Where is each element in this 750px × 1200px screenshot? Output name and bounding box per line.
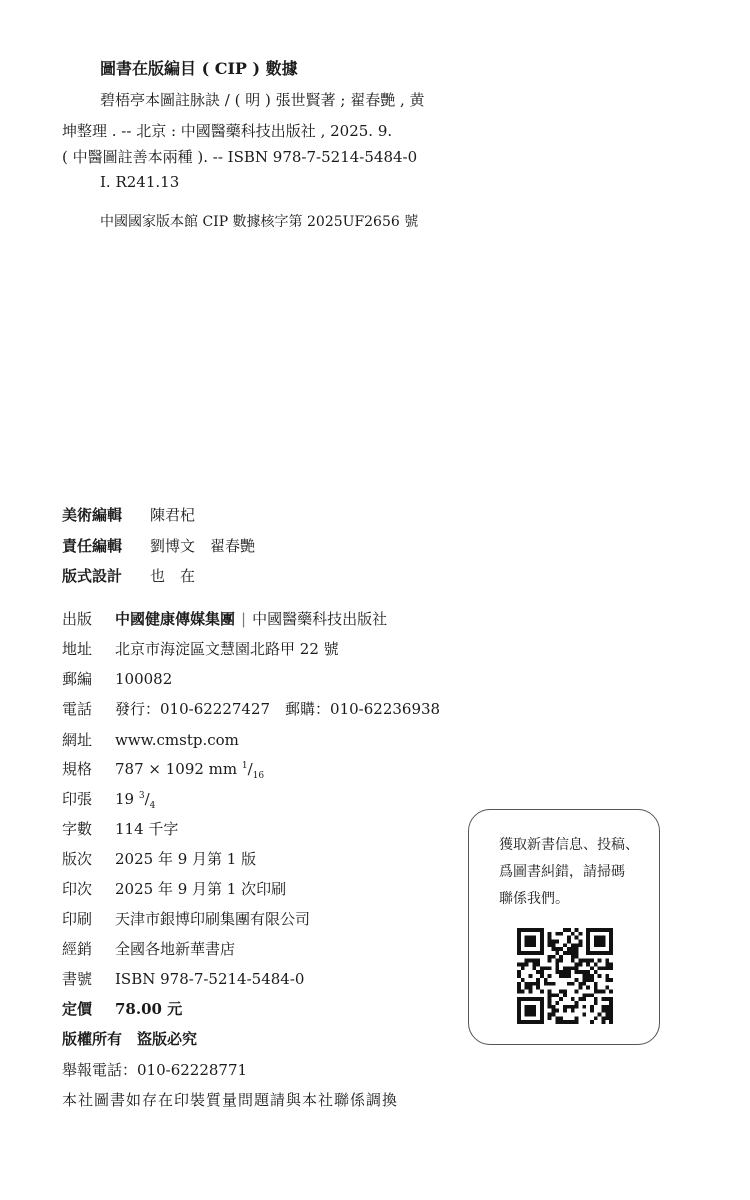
info-label: 出版: [62, 610, 93, 628]
info-value: 787 × 1092 mm: [115, 760, 238, 778]
info-value: 19: [115, 790, 135, 808]
info-value: 全國各地新華書店: [115, 940, 236, 958]
publisher-group: 中國健康傳媒集團: [115, 610, 236, 628]
fraction-numerator: 1: [241, 761, 248, 771]
cip-line-1: 碧梧亭本圖註脉訣 / ( 明 ) 張世賢著 ; 翟春艷 , 黄: [100, 91, 425, 109]
report-phone: 舉報電話：010-62228771: [62, 1061, 248, 1079]
info-value: 114 千字: [115, 820, 179, 838]
qr-instructions: [499, 832, 674, 913]
info-words: [62, 818, 178, 839]
cip-classification: Ⅰ. R241.13: [100, 173, 180, 191]
info-label: 規格: [62, 760, 93, 778]
info-label: 網址: [62, 731, 93, 749]
credit-art-editor: [62, 504, 195, 525]
qr-text-line: 獲取新書信息、投稿、: [499, 837, 639, 853]
info-value: 100082: [115, 670, 173, 688]
info-distributor: [62, 938, 235, 959]
info-label: 字數: [62, 820, 93, 838]
info-label: 版次: [62, 850, 93, 868]
info-website: [62, 729, 239, 750]
info-phone: [62, 698, 440, 719]
cip-line-3: ( 中醫圖註善本兩種 ). -- ISBN 978-7-5214-5484-0: [62, 148, 418, 166]
info-price: [62, 998, 182, 1019]
credit-layout-designer: [62, 565, 195, 586]
price-value: 78.00 元: [115, 1000, 183, 1018]
info-label: 電話: [62, 700, 93, 718]
credit-value: 劉博文 翟春艷: [150, 537, 256, 555]
credit-label: 責任編輯: [62, 537, 123, 555]
info-printer: [62, 908, 310, 929]
credit-responsible-editor: [62, 535, 255, 556]
qr-contact-box: [468, 809, 660, 1045]
info-value: 發行：010-62227427 郵購：010-62236938: [115, 700, 441, 718]
info-postcode: [62, 668, 172, 689]
info-label: 印刷: [62, 910, 93, 928]
fraction-numerator: 3: [138, 791, 145, 801]
copyright-notice: 版權所有 盜版必究: [62, 1030, 198, 1048]
fraction-denominator: 4: [149, 801, 156, 811]
qr-text-line: 爲圖書糾錯，請掃碼: [499, 864, 625, 880]
info-edition: [62, 848, 256, 869]
info-publisher: [62, 608, 387, 629]
quality-notice: 本社圖書如存在印裝質量問題請與本社聯係調換: [62, 1091, 399, 1109]
credit-label: 美術編輯: [62, 506, 123, 524]
info-value: 天津市銀博印刷集團有限公司: [115, 910, 311, 928]
info-label: 印次: [62, 880, 93, 898]
info-value: ISBN 978-7-5214-5484-0: [115, 970, 305, 988]
cip-record-number: 中國國家版本館 CIP 數據核字第 2025UF2656 號: [100, 214, 419, 230]
info-label: 書號: [62, 970, 93, 988]
info-value: 2025 年 9 月第 1 版: [115, 850, 257, 868]
info-printing: [62, 878, 286, 899]
info-label: 定價: [62, 1000, 93, 1018]
info-format: 規格 787 × 1092 mm $^1/_{16}$: [62, 760, 265, 781]
info-label: 地址: [62, 640, 93, 658]
credit-value: 陳君杞: [150, 506, 196, 524]
fraction-denominator: 16: [252, 771, 265, 781]
info-value: 北京市海淀區文慧園北路甲 22 號: [115, 640, 339, 658]
info-isbn: [62, 968, 304, 989]
publisher-name: 中國醫藥科技出版社: [252, 610, 388, 628]
divider: |: [241, 610, 247, 628]
credit-value: 也 在: [150, 567, 196, 585]
info-label: 經銷: [62, 940, 93, 958]
info-label: 印張: [62, 790, 93, 808]
info-label: 郵編: [62, 670, 93, 688]
cip-title: 圖書在版編目 ( CIP ) 數據: [100, 59, 298, 78]
info-sheets: 印張 19 $^3/_4$: [62, 790, 156, 811]
credit-label: 版式設計: [62, 567, 123, 585]
website-link[interactable]: www.cmstp.com: [115, 731, 239, 749]
info-value: 2025 年 9 月第 1 次印刷: [115, 880, 287, 898]
cip-line-2: 坤整理 . -- 北京 : 中國醫藥科技出版社 , 2025. 9.: [62, 122, 393, 140]
qr-code-icon[interactable]: [517, 928, 613, 1024]
info-address: [62, 638, 339, 659]
qr-text-line: 聯係我們。: [499, 891, 569, 907]
